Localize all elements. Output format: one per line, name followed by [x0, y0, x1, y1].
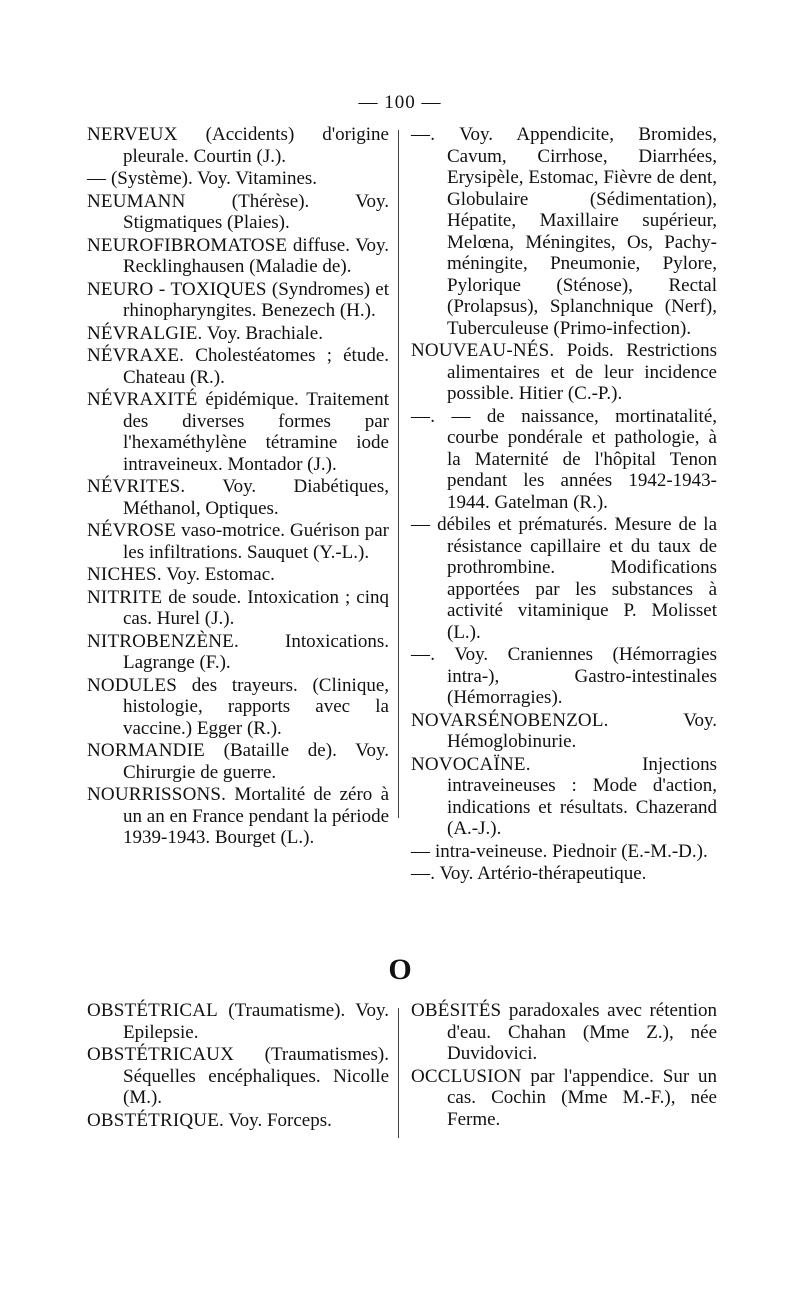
entry-text: Voy. Artério-thérapeutique.: [439, 863, 647, 884]
entry-heading: —.: [411, 405, 436, 427]
index-entry: [411, 1066, 717, 1131]
index-entry: [87, 587, 389, 630]
entry-heading: —.: [411, 124, 436, 145]
entry-text: Injections intraveineuses : Mode d'action, indications et résultats. Chazerand (A.-J.).: [447, 753, 717, 839]
entry-text: Voy. Estomac.: [166, 564, 275, 585]
entry-heading: NOVARSÉNOBENZOL.: [411, 709, 609, 731]
index-entry: [87, 124, 389, 167]
index-entry: [87, 168, 389, 190]
entry-heading: NODULES: [87, 674, 178, 696]
entry-heading: —: [411, 514, 431, 535]
index-entry: [411, 340, 717, 405]
index-entry: [411, 644, 717, 709]
index-entry: [87, 389, 389, 475]
entry-heading: OBÉSITÉS: [411, 1000, 502, 1021]
entry-text: par l'appendice. Sur un cas. Cochin (Mme M.-F.), née Ferme.: [447, 1065, 718, 1130]
entry-heading: NEURO - TOXIQUES: [87, 278, 267, 300]
index-entry: [87, 1110, 389, 1132]
entry-heading: NEUROFIBROMATOSE: [87, 234, 288, 256]
entry-text: Poids. Restrictions alimentaires et de leur incidence possible. Hitier (C.-P.).: [447, 340, 718, 404]
entry-text: (Thérèse). Voy. Stigmatiques (Plaies).: [123, 190, 389, 233]
left-column: [87, 124, 389, 850]
entry-heading: NORMANDIE: [87, 740, 205, 761]
page-number: — 100 —: [358, 92, 442, 113]
index-entry: [87, 323, 389, 345]
entry-text: vaso-motrice. Guérison par les infiltrations. Sauquet (Y.-L.).: [123, 520, 389, 563]
index-entry: [87, 345, 389, 388]
entry-text: Voy. Forceps.: [228, 1109, 332, 1131]
entry-heading: NÉVRAXE.: [87, 345, 185, 366]
index-entry: [87, 631, 389, 674]
section-letter: O: [388, 953, 412, 986]
entry-text: intra-veineuse. Piednoir (E.-M.-D.).: [434, 840, 708, 862]
entry-heading: OBSTÉTRIQUE.: [87, 1109, 224, 1131]
entry-text: Voy. Appendicite, Bromides, Cavum, Cirrhose, Diarrhées, Erysipèle, Estomac, Fièvre de dent, Globulaire (Sédimentation), Hépatite, Maxillaire supérieur, Melœna, Méningites, Os, Pachy-méningite, Pneumonie, Pylore, Pylorique (Sténose), Rectal (Prolapsus), Splanchnique (Nerf), Tuberculeuse (Primo-infection).: [447, 124, 717, 339]
entry-text: — de naissance, mortinatalité, courbe pondérale et pathologie, à la Maternité de l'hôpital Tenon pendant les années 1942-1943-1944. Gatelman (R.).: [447, 405, 718, 513]
index-entry: [87, 476, 389, 519]
index-entry: [87, 235, 389, 278]
index-entry: [411, 124, 717, 339]
entry-heading: NOUVEAU-NÉS.: [411, 340, 555, 361]
index-entry: [411, 514, 717, 643]
entry-text: (Bataille de). Voy. Chirurgie de guerre.: [123, 740, 390, 783]
entry-heading: NERVEUX: [87, 124, 178, 145]
entry-text: Cholestéatomes ; étude. Chateau (R.).: [123, 345, 390, 388]
entry-heading: NÉVRALGIE.: [87, 322, 203, 344]
entry-text: (Syndromes) et rhinopharyngites. Benezech (H.).: [123, 278, 389, 321]
entry-heading: —.: [411, 644, 436, 665]
o-left-column: [87, 1000, 389, 1132]
entry-heading: NÉVRITES.: [87, 476, 186, 497]
entry-text: Mortalité de zéro à un an en France pendant la période 1939-1943. Bourget (L.).: [123, 784, 390, 848]
entry-heading: NEUMANN: [87, 190, 186, 212]
entry-heading: —: [87, 168, 107, 189]
entry-text: (Traumatismes). Séquelles encéphaliques. Nicolle (M.).: [123, 1044, 389, 1108]
entry-heading: NITROBENZÈNE.: [87, 630, 239, 652]
index-entry: [411, 863, 717, 885]
entry-heading: NITRITE: [87, 586, 163, 608]
entry-text: diffuse. Voy. Recklinghausen (Maladie de).: [123, 234, 389, 277]
entry-text: Voy. Brachiale.: [206, 322, 323, 344]
index-entry: [87, 1044, 389, 1109]
entry-heading: NICHES.: [87, 564, 162, 585]
index-entry: [87, 191, 389, 234]
index-entry: [87, 675, 389, 740]
entry-text: paradoxales avec rétention d'eau. Chahan (Mme Z.), née Duvidovici.: [447, 1000, 718, 1064]
index-entry: [87, 520, 389, 563]
entry-text: (Accidents) d'origine pleurale. Courtin (J.).: [123, 124, 389, 167]
index-entry: [87, 784, 389, 849]
entry-heading: NÉVRAXITÉ: [87, 389, 198, 410]
entry-text: de soude. Intoxication ; cinq cas. Hurel (J.).: [123, 586, 390, 629]
entry-text: Intoxications. Lagrange (F.).: [123, 630, 389, 673]
entry-heading: NOURRISSONS.: [87, 784, 227, 805]
entry-heading: OBSTÉTRICAUX: [87, 1044, 235, 1065]
o-column-divider: [398, 1008, 399, 1138]
index-entry: [411, 406, 717, 514]
entry-heading: OBSTÉTRICAL: [87, 1000, 218, 1021]
index-entry: [411, 1000, 717, 1065]
index-entry: [87, 740, 389, 783]
entry-heading: NOVOCAÏNE.: [411, 753, 531, 775]
index-entry: [87, 1000, 389, 1043]
entry-heading: OCCLUSION: [411, 1065, 522, 1087]
index-entry: [411, 754, 717, 840]
entry-text: débiles et prématurés. Mesure de la résistance capillaire et du taux de prothrombine. Modifications apportées par les substances à activité vitaminique P. Molisset (L.).: [437, 514, 718, 643]
entry-text: (Traumatisme). Voy. Epilepsie.: [123, 1000, 389, 1043]
index-entry: [87, 564, 389, 586]
o-right-column: [411, 1000, 717, 1131]
right-column: [411, 124, 717, 886]
index-entry: [411, 710, 717, 753]
entry-text: des trayeurs. (Clinique, histologie, rapports avec la vaccine.) Egger (R.).: [123, 674, 390, 739]
index-entry: [87, 279, 389, 322]
entry-heading: —.: [411, 863, 436, 884]
entry-text: Voy. Diabétiques, Méthanol, Optiques.: [123, 476, 389, 519]
entry-heading: —: [411, 840, 431, 862]
entry-text: (Système). Voy. Vitamines.: [110, 168, 318, 189]
entry-text: Voy. Hémoglobinurie.: [447, 709, 717, 752]
column-divider: [398, 130, 399, 818]
entry-text: épidémique. Traitement des diverses formes par l'hexaméthylène tétramine iode intraveineux. Montador (J.).: [123, 389, 389, 475]
entry-heading: NÉVROSE: [87, 520, 177, 541]
entry-text: Voy. Craniennes (Hémorragies intra-), Gastro-intestinales (Hémorragies).: [447, 644, 717, 708]
index-entry: [411, 841, 717, 863]
